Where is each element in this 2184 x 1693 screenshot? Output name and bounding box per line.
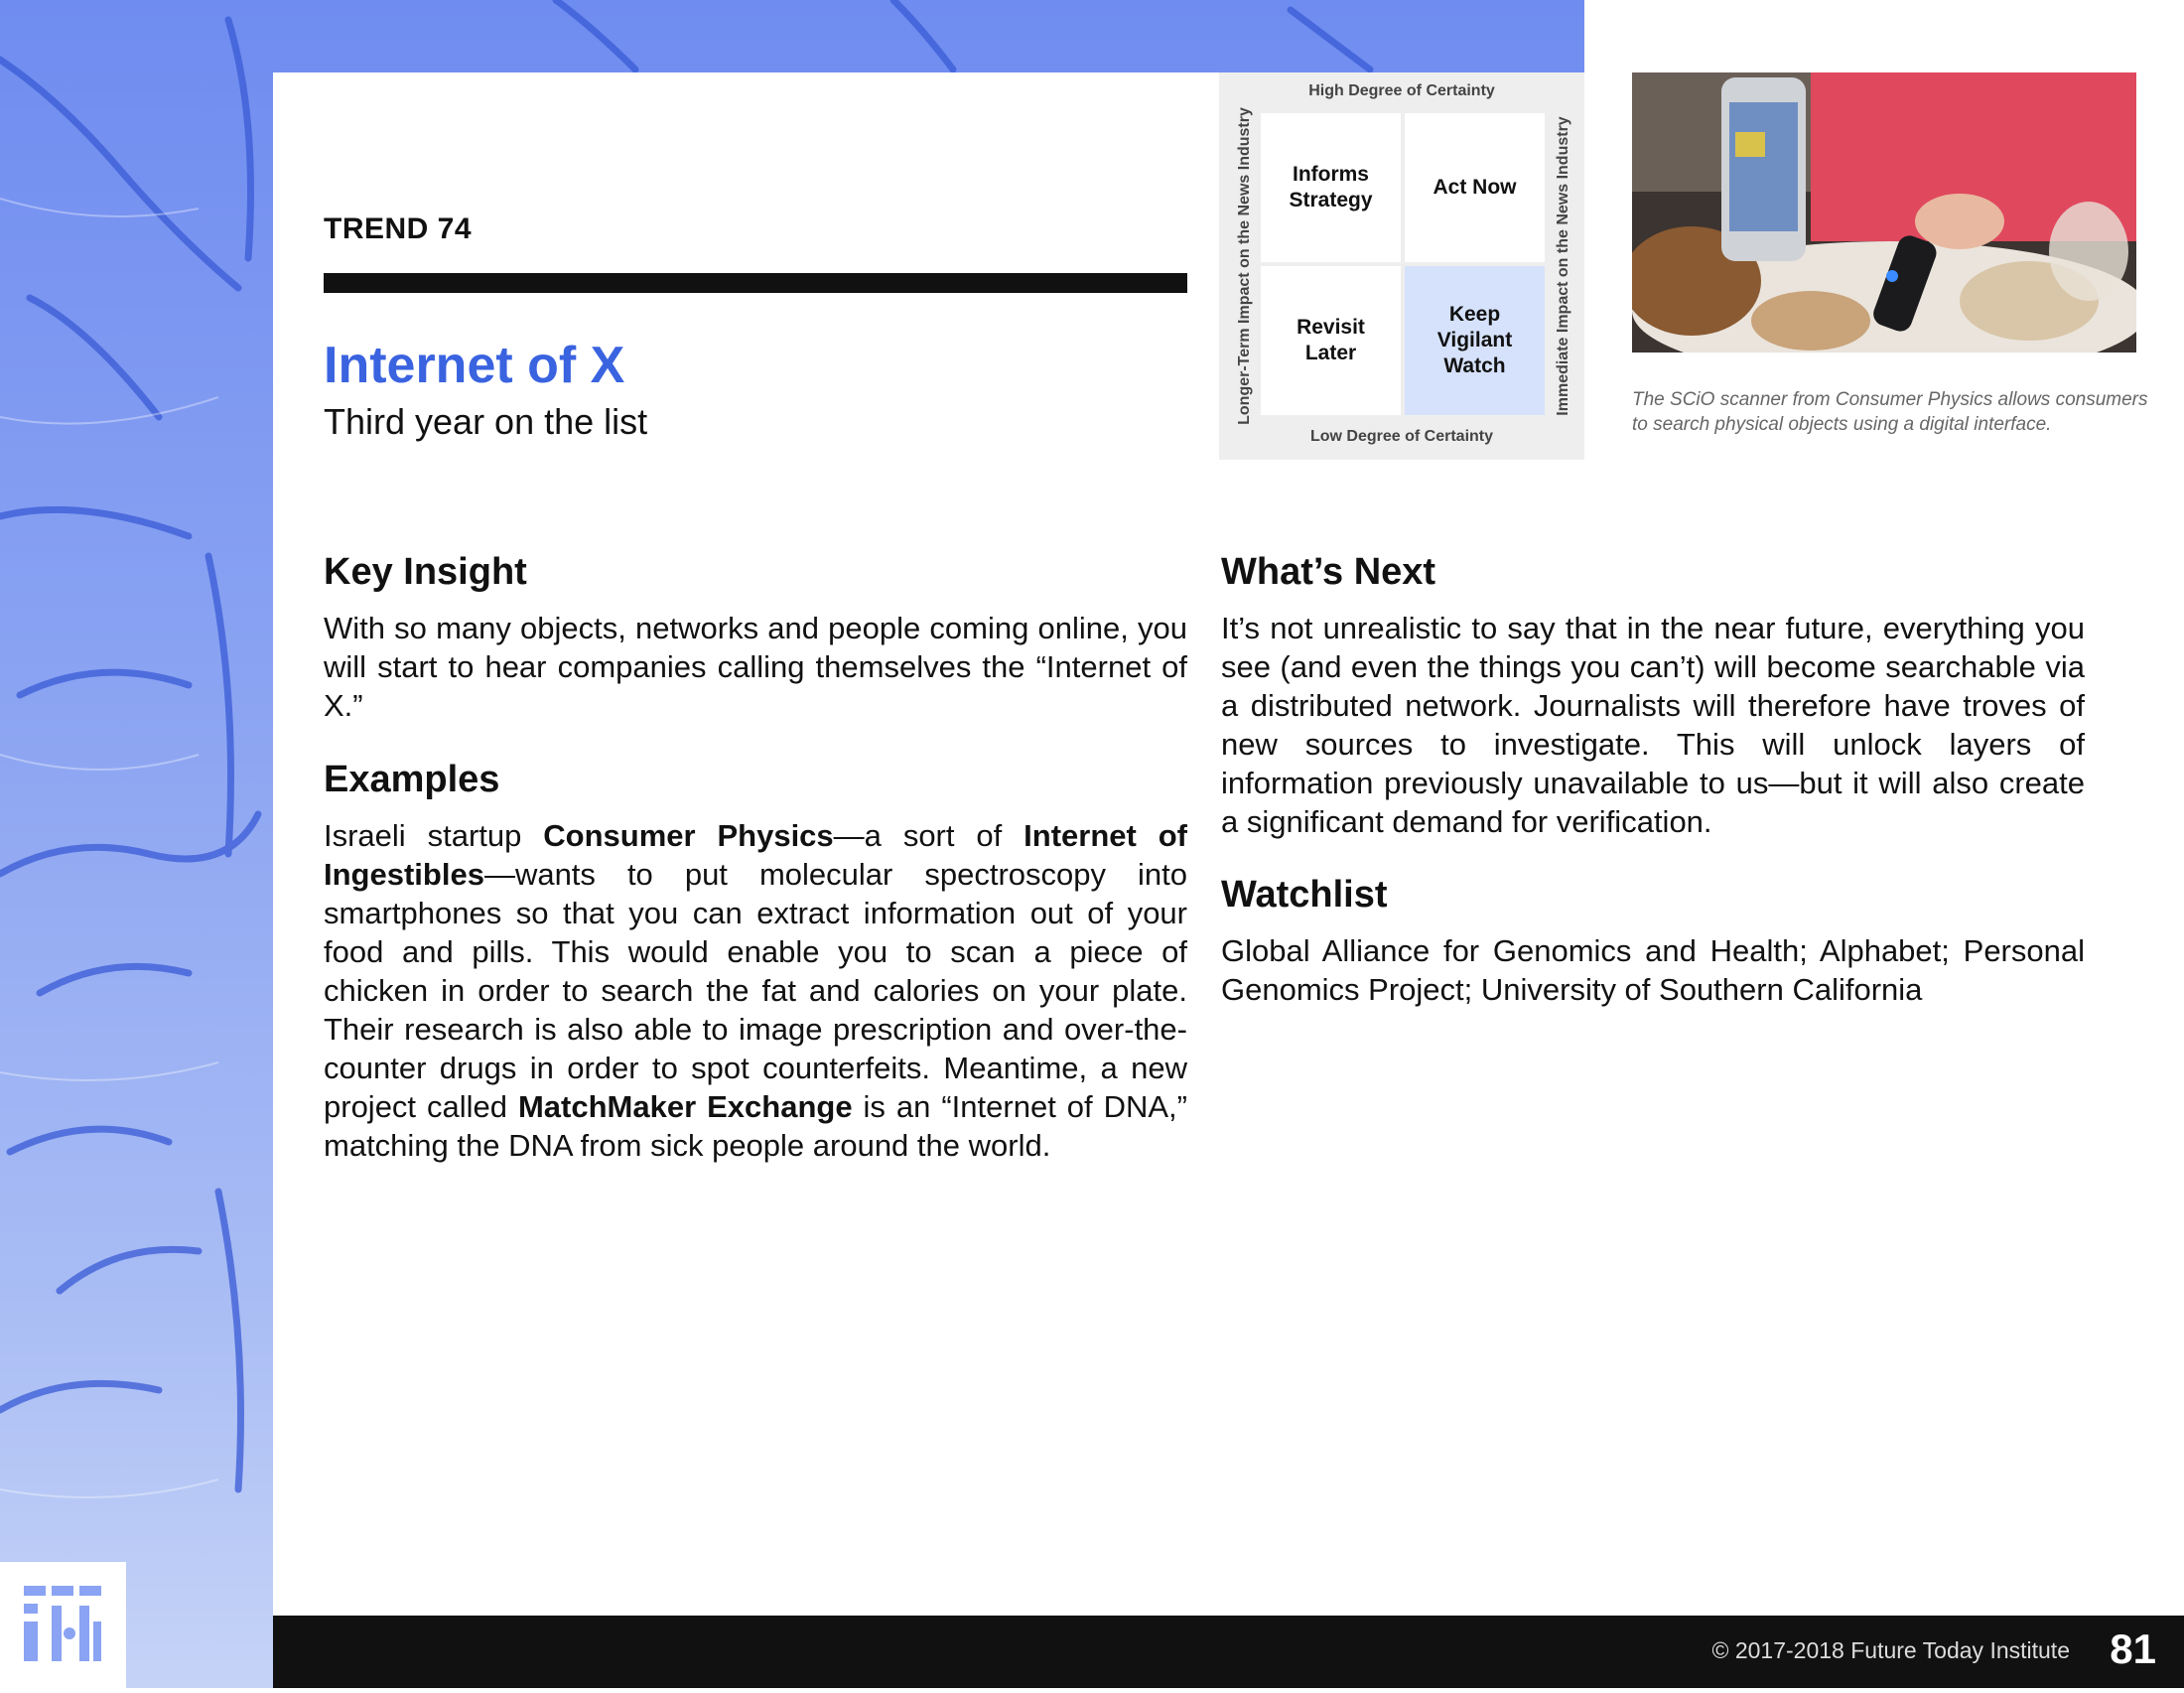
examples-text: Israeli startup Consumer Physics—a sort of Internet of Ingestibles—wants to put molecular spectroscopy into smartphones so that you can extract information out of your food and pills. This would enable you to scan a piece of chicken in order to search the fat and calories on your plate. Their research is also able to image prescription and over-the-counter drugs in order to spot counterfeits. Meantime, a new project called MatchMaker Exchange is an “Internet of DNA,” matching the DNA from sick people around the world. [324,818,1187,1163]
scanner-photo [1632,72,2136,353]
watchlist-heading: Watchlist [1221,874,1388,916]
page-title: Internet of X [324,337,625,394]
page-number: 81 [2110,1625,2156,1672]
page-footer [273,1616,2184,1688]
matrix-cell-act-now: Act Now [1405,113,1545,262]
key-insight-heading: Key Insight [324,551,527,593]
matrix-cell-informs-strategy: Informs Strategy [1261,113,1401,262]
whats-next-text: It’s not unrealistic to say that in the near future, everything you see (and even the things you can’t) will become searchable via a distributed network. Journalists will therefore have troves of new sources to investigate. This will unlock layers of information previously unavailable to us—but it will also create a significant demand for verification. [1221,611,2085,839]
consumer-physics-name: Consumer Physics [543,818,834,853]
certainty-impact-matrix [1219,72,1584,460]
matrix-cell-revisit-later: Revisit Later [1261,266,1401,415]
watchlist-text: Global Alliance for Genomics and Health; Alphabet; Personal Genomics Project; University of Southern California [1221,933,2085,1007]
scanner-photo-illustration [1632,72,2136,353]
trend-divider-bar [324,273,1187,293]
fti-logo-icon [0,1562,126,1688]
page-subtitle: Third year on the list [324,401,648,442]
matrix-top-label: High Degree of Certainty [1308,82,1495,99]
copyright-text: © 2017-2018 Future Today Institute [1711,1637,2070,1663]
trend-number: TREND 74 [324,212,473,245]
examples-heading: Examples [324,759,500,800]
internet-of-ingestibles-term: Internet of Ingestibles [324,818,1187,892]
whats-next-heading: What’s Next [1221,551,1436,593]
matrix-right-label: Immediate Impact on the News Industry [1555,116,1571,416]
fti-logo [0,1562,126,1688]
matrix-left-label: Longer-Term Impact on the News Industry [1236,107,1253,425]
matchmaker-exchange-name: MatchMaker Exchange [517,1089,853,1124]
photo-caption: The SCiO scanner from Consumer Physics allows consumers to search physical objects using a digital interface. [1632,389,2148,435]
matrix-bottom-label: Low Degree of Certainty [1309,428,1494,445]
matrix-cell-keep-vigilant-watch: Keep Vigilant Watch [1405,266,1545,415]
top-right-margin [1584,0,2184,79]
key-insight-text: With so many objects, networks and people coming online, you will start to hear companies calling themselves the “Internet of X.” [324,611,1187,723]
